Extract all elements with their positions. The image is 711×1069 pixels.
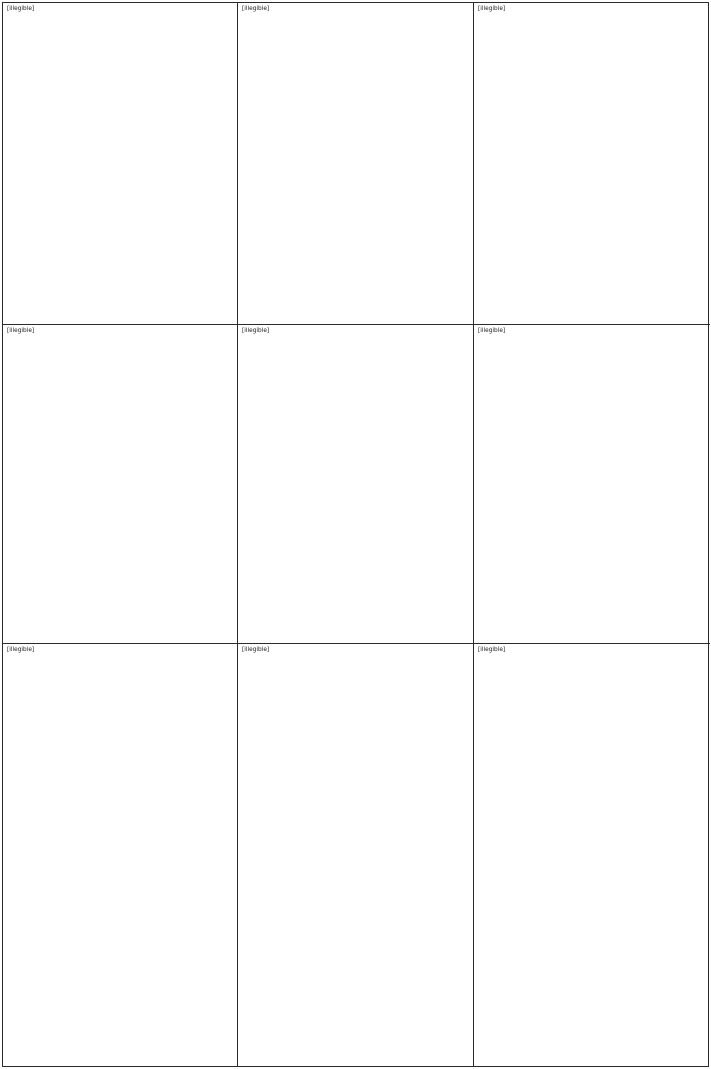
- question-cell: [3, 3, 238, 325]
- question-cell: [238, 3, 474, 325]
- question-text: [illegible]: [478, 328, 506, 334]
- question-cell: [3, 325, 238, 644]
- question-text: [illegible]: [7, 6, 35, 12]
- question-cell: [238, 644, 474, 1066]
- question-text: [illegible]: [478, 647, 506, 653]
- question-text: [illegible]: [242, 328, 270, 334]
- question-cell: [474, 644, 710, 1066]
- question-text: [illegible]: [7, 328, 35, 334]
- question-text: [illegible]: [478, 6, 506, 12]
- question-grid: [2, 2, 709, 1067]
- question-text: [illegible]: [7, 647, 35, 653]
- question-text: [illegible]: [242, 647, 270, 653]
- question-text: [illegible]: [242, 6, 270, 12]
- question-cell: [3, 644, 238, 1066]
- question-cell: [238, 325, 474, 644]
- question-cell: [474, 325, 710, 644]
- question-cell: [474, 3, 710, 325]
